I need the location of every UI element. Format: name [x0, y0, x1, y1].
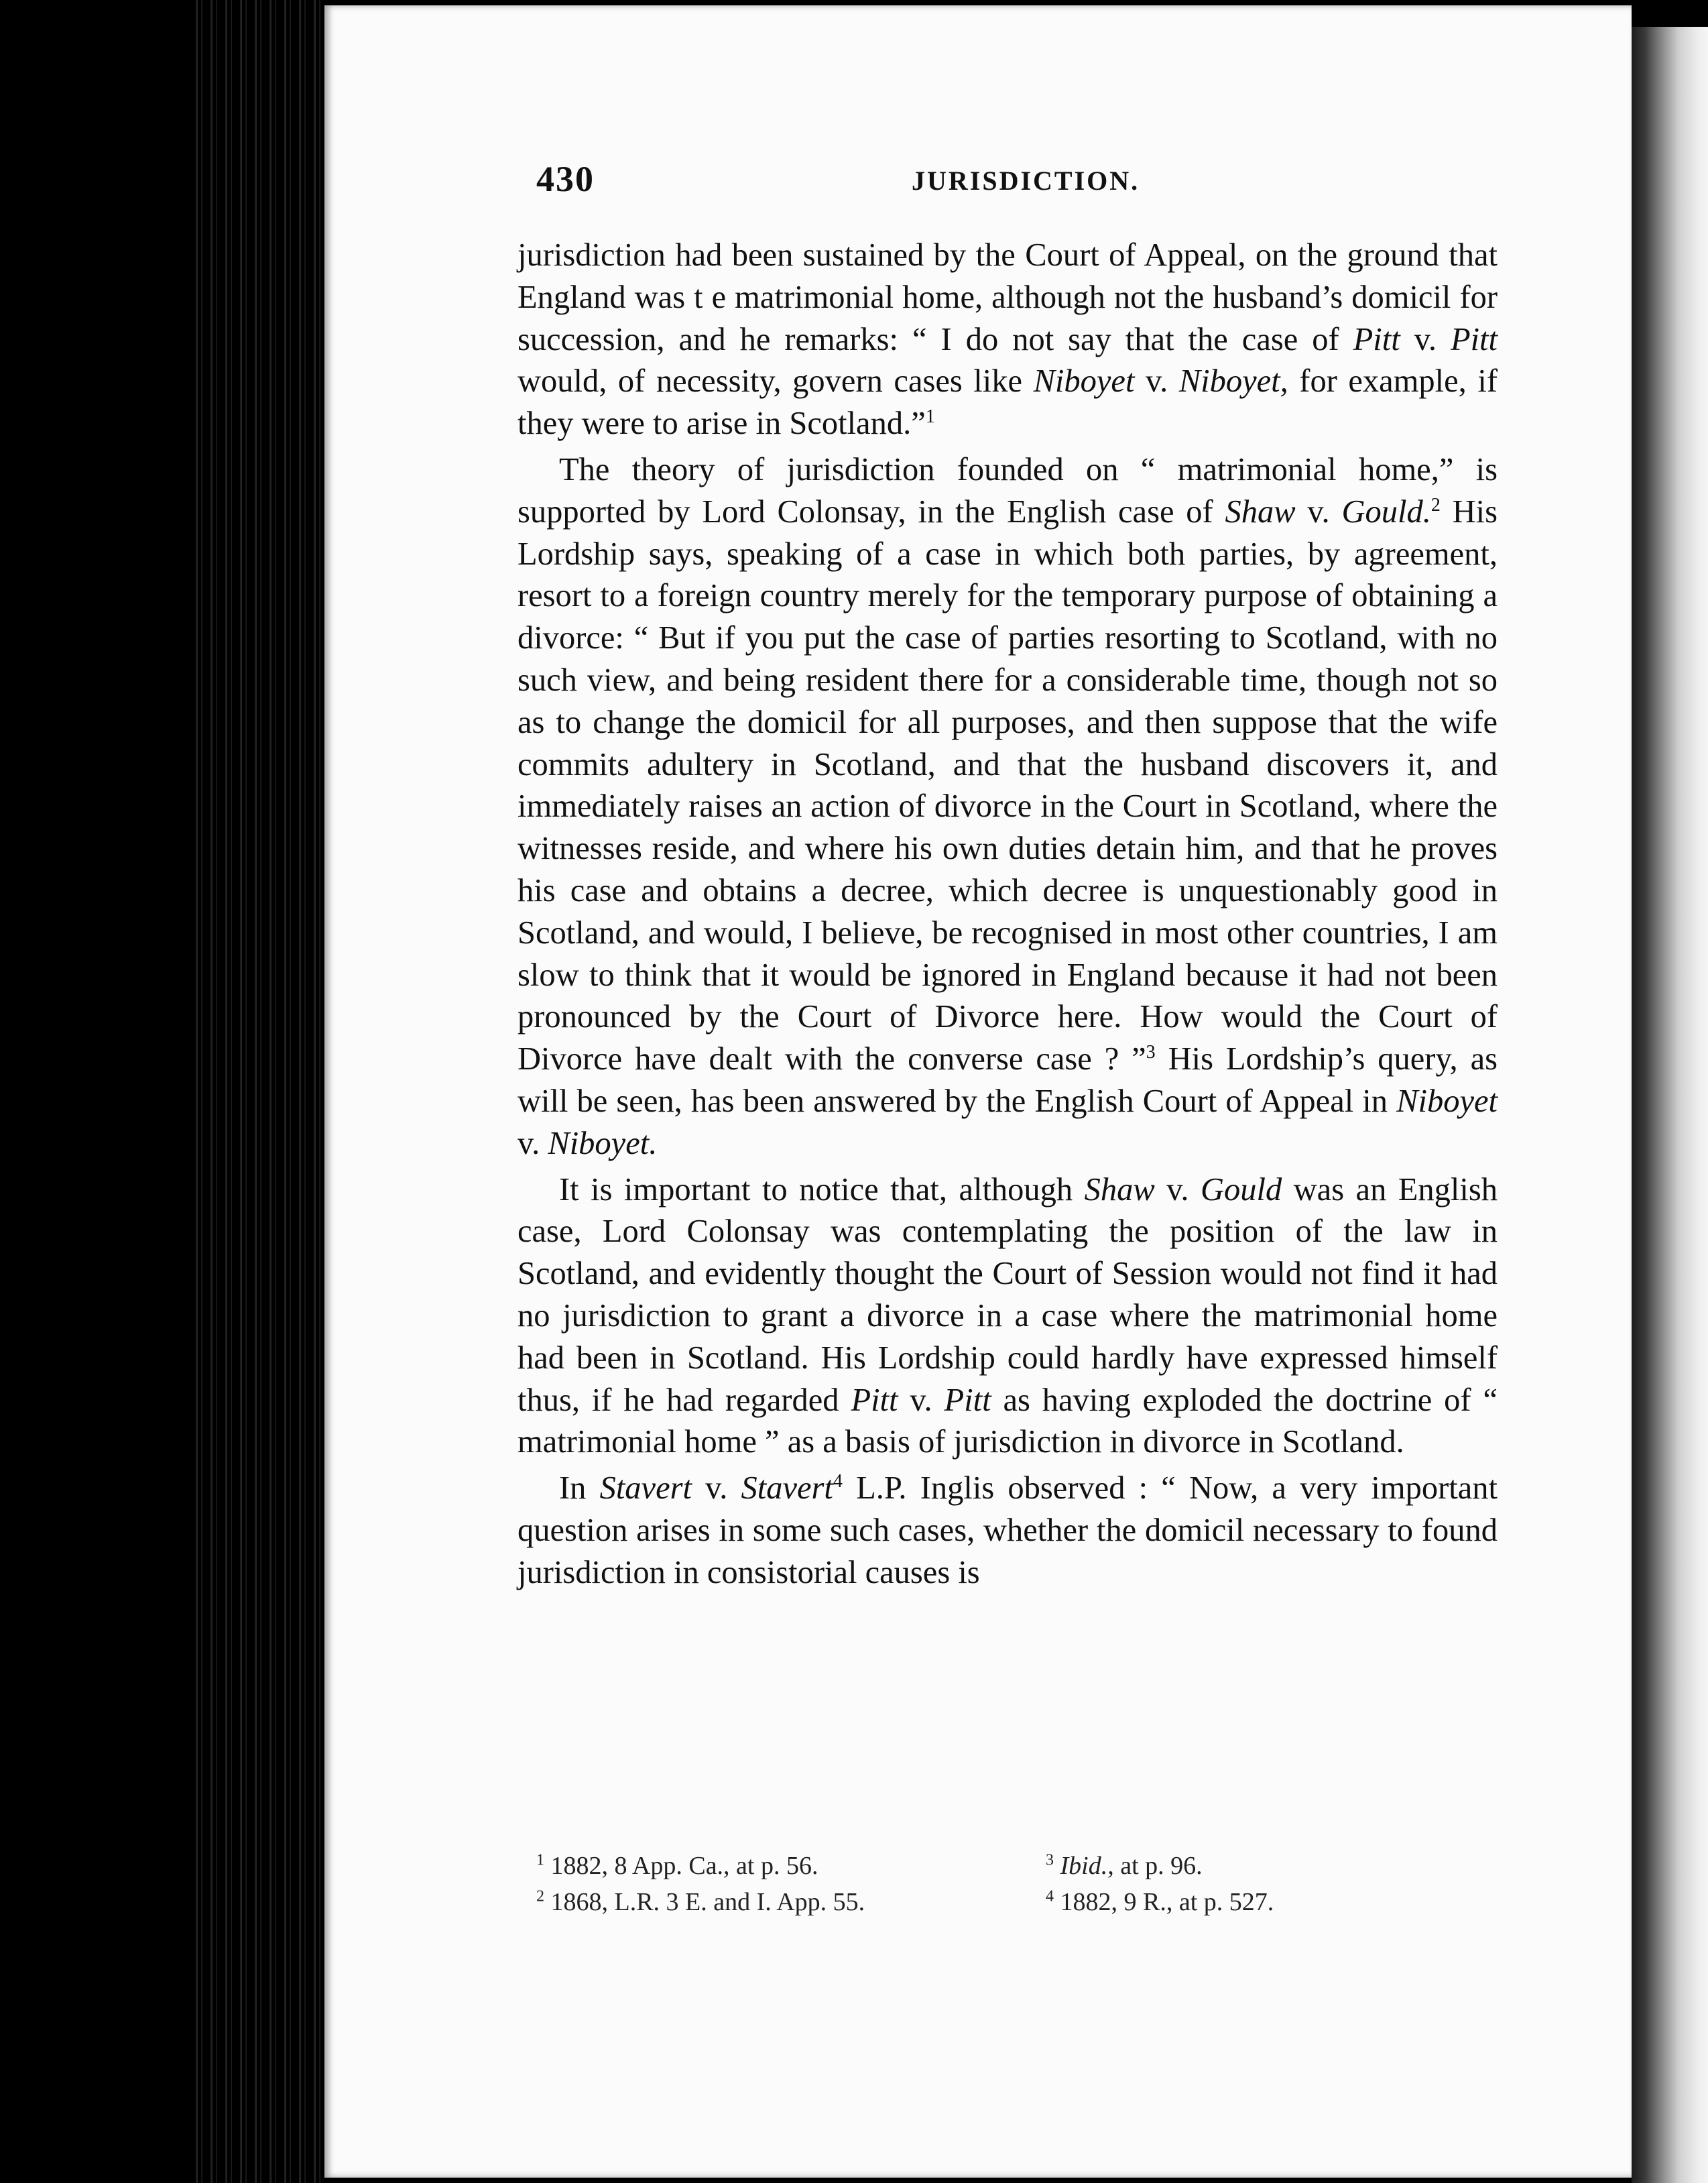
footnotes-left-column	[536, 1848, 1019, 1920]
footnote	[536, 1884, 1019, 1920]
text-run: would, of necessity, govern cases like	[517, 363, 1034, 400]
case-name: Shaw	[1225, 493, 1296, 530]
case-name: Niboyet	[1396, 1083, 1498, 1119]
paragraph	[517, 449, 1498, 1165]
footnotes-right-column	[1046, 1848, 1475, 1920]
text-run: v.	[898, 1382, 944, 1418]
footnote	[1046, 1848, 1475, 1884]
text-run: v.	[691, 1470, 741, 1507]
footnote-number: 2	[536, 1887, 544, 1905]
footnote-ref: 1	[925, 406, 935, 428]
case-name: Niboyet,	[1178, 363, 1288, 400]
case-name: Niboyet	[1033, 363, 1135, 400]
case-name: Stavert	[599, 1470, 692, 1507]
footnote-number: 4	[1046, 1887, 1054, 1905]
footnote-citation: 1868, L.R. 3 E. and I. App. 55.	[550, 1888, 865, 1916]
paragraph	[517, 235, 1498, 445]
footnote-citation: at p. 96.	[1113, 1852, 1203, 1880]
text-run: v.	[1400, 321, 1451, 357]
body-text	[517, 235, 1498, 1598]
running-head: JURISDICTION.	[912, 166, 1140, 196]
text-run: v.	[1154, 1171, 1201, 1207]
text-run: jurisdiction had been sustained by the Court of Appeal, on the ground that England was t e matrimonial home, although not the husband’s domicil for succession, and he remarks: “ I do not say that the case of	[517, 237, 1498, 357]
footnote-ref: 3	[1146, 1041, 1156, 1063]
scan-border	[0, 0, 188, 2183]
page-header	[536, 158, 1502, 205]
text-run: v.	[517, 1125, 548, 1161]
footnote-citation: 1882, 8 App. Ca., at p. 56.	[550, 1852, 818, 1880]
next-leaf-edge	[1632, 27, 1708, 2183]
text-run: for example, if they were to arise in Scotland.”	[517, 363, 1498, 442]
page-number: 430	[536, 159, 595, 199]
case-name: Niboyet.	[548, 1125, 658, 1161]
footnote	[536, 1848, 1019, 1884]
text-run: L.P. Inglis observed : “ Now, a very important question arises in some such cases, whether the domicil necessary to found jurisdiction in consistorial causes is	[517, 1470, 1498, 1590]
case-name: Gould.	[1341, 493, 1431, 530]
text-run: was an English case, Lord Colonsay was contemplating the position of the law in Scotland, and evidently thought the Court of Session would not find it had no jurisdiction to grant a divorce in a case where the matrimonial home had been in Scotland. His Lordship could hardly have expressed himself thus, if he had regarded	[517, 1171, 1498, 1418]
case-name: Pitt	[851, 1382, 898, 1418]
text-run: His Lordship’s query, as will be seen, has been answered by the English Court of Appeal in	[517, 1041, 1498, 1119]
text-run: In	[559, 1470, 600, 1507]
case-name: Stavert	[741, 1470, 833, 1507]
paragraph	[517, 1169, 1498, 1464]
text-run: It is important to notice that, although	[559, 1171, 1085, 1207]
case-name: Pitt	[1450, 321, 1498, 357]
text-run: His Lordship says, speaking of a case in which both parties, by agreement, resort to a foreign country merely for the temporary purpose of obtaining a divorce: “ But if you put the case of parties resorting to Scotland, with no such view, and being resident there for a considerable time, though not so as to change the domicil for all purposes, and then suppose that the wife commits adultery in Scotland, and that the husband discovers it, and immediately raises an action of divorce in the Court in Scotland, where the witnesses reside, and where his own duties detain him, and that he proves his case and obtains a decree, which decree is unquestionably good in Scotland, and would, I believe, be recognised in most other countries, I am slow to think that it would be ignored in England because it had not been pronounced by the Court of Divorce here. How would the Court of Divorce have dealt with the converse case ? ”	[517, 493, 1498, 1077]
footnote-number: 1	[536, 1851, 544, 1869]
footnote	[1046, 1884, 1475, 1920]
case-name: Shaw	[1084, 1171, 1155, 1207]
text-run: as having exploded the doctrine of “ matrimonial home ” as a basis of jurisdiction in divorce in Scotland.	[517, 1382, 1498, 1460]
text-run: v.	[1295, 493, 1342, 530]
footnote-citation: 1882, 9 R., at p. 527.	[1060, 1888, 1274, 1916]
paragraph	[517, 1468, 1498, 1594]
footnote-citation-italic: Ibid.,	[1060, 1852, 1114, 1880]
case-name: Pitt	[944, 1382, 991, 1418]
text-run: v.	[1134, 363, 1179, 400]
scan-border	[1632, 0, 1708, 27]
case-name: Pitt	[1353, 321, 1400, 357]
case-name: Gould	[1200, 1171, 1282, 1207]
footnote-ref: 2	[1430, 494, 1441, 516]
footnote-ref: 4	[833, 1470, 843, 1492]
text-run: The theory of jurisdiction founded on “ matrimonial home,” is supported by Lord Colonsay, in the English case of	[517, 451, 1498, 530]
footnote-number: 3	[1046, 1851, 1054, 1869]
